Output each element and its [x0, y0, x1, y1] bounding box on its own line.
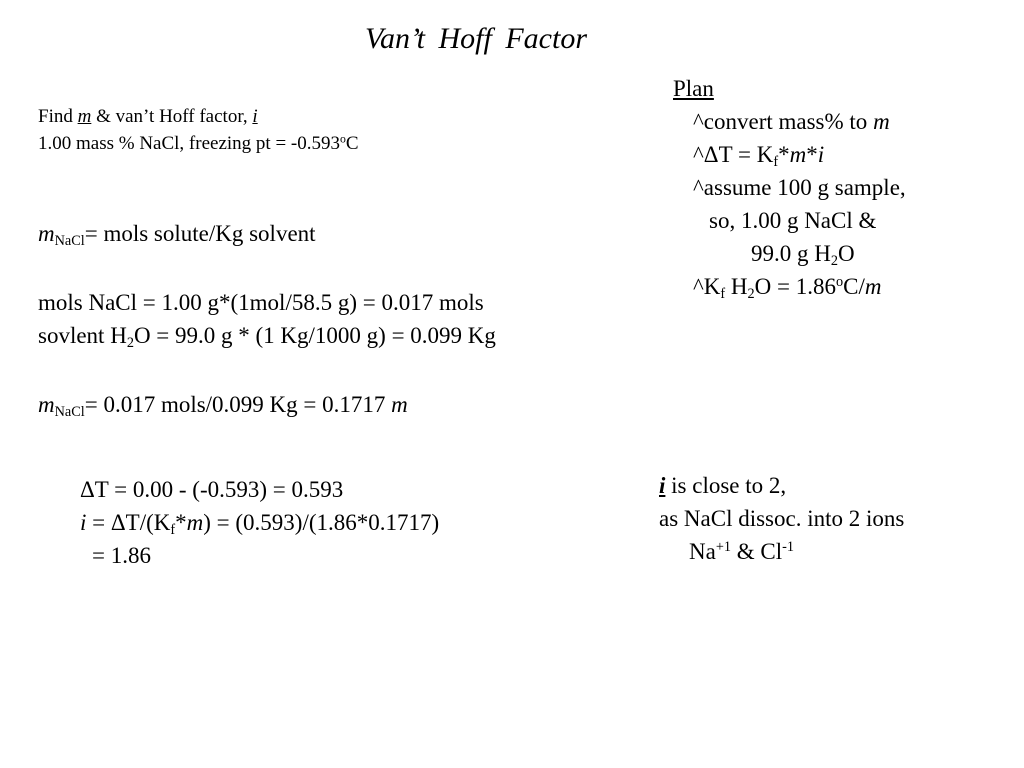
plan-step-1	[673, 105, 906, 138]
conclusion-line-2: as NaCl dissoc. into 2 ions	[659, 506, 905, 531]
plan-step-2-i: i	[817, 142, 825, 167]
conclusion-i: i	[659, 473, 666, 498]
solvent-line	[38, 319, 496, 352]
mols-line: mols NaCl = 1.00 g*(1mol/58.5 g) = 0.017 mols	[38, 290, 484, 315]
plan-step-4-h: H	[725, 274, 748, 299]
plan-step-4	[673, 270, 906, 303]
i-m-symbol: m	[186, 510, 204, 535]
plan-step-3-line-2: so, 1.00 g NaCl &	[709, 208, 877, 233]
i-symbol: i	[80, 510, 87, 535]
plan-step-4-m: m	[864, 274, 882, 299]
plan-step-4-degree: o	[836, 274, 844, 291]
i-rest: ) = (0.593)/(1.86*0.1717)	[203, 510, 440, 535]
i-line	[80, 506, 439, 539]
molality-definition	[38, 217, 316, 250]
i-kf-subscript: f	[170, 521, 176, 538]
plan-step-4-sub: f	[720, 285, 726, 302]
plan-step-3-sub: 2	[830, 252, 838, 269]
plan-step-4-unit: C/	[843, 274, 865, 299]
molality-definition-text: = mols solute/Kg solvent	[84, 221, 316, 246]
plan-block	[673, 72, 906, 303]
plan-step-2-star-2: *	[806, 142, 818, 167]
title-word-2: Hoff	[438, 22, 492, 55]
title-word-1: Van’t	[365, 22, 425, 55]
given-degree: o	[340, 132, 346, 146]
result-unit: m	[391, 392, 408, 417]
plan-step-4-sub-2: 2	[747, 285, 755, 302]
plan-step-2	[673, 138, 906, 171]
find-i: i	[252, 106, 258, 127]
conclusion-line-3	[659, 535, 904, 568]
given-unit: C	[345, 133, 359, 154]
vant-hoff-calculation	[80, 473, 439, 572]
conclusion-block	[659, 469, 904, 568]
na-charge: +1	[715, 539, 731, 556]
problem-statement	[38, 103, 359, 157]
result-m-symbol: m	[38, 392, 55, 417]
solvent-prefix: sovlent H	[38, 323, 127, 348]
conclusion-line-1	[659, 469, 904, 502]
conclusion-line-1-text: is close to 2,	[665, 473, 787, 498]
find-line	[38, 103, 359, 130]
given-line	[38, 130, 359, 157]
na-ion: Na	[689, 539, 716, 564]
plan-step-2-sub: f	[773, 153, 779, 170]
find-middle: & van’t Hoff factor,	[96, 106, 248, 127]
delta-t-line: ΔT = 0.00 - (-0.593) = 0.593	[80, 477, 344, 502]
title-word-3: Factor	[505, 22, 587, 55]
slide-title	[0, 22, 1024, 56]
result-text: = 0.017 mols/0.099 Kg = 0.1717	[84, 392, 392, 417]
find-m: m	[77, 106, 92, 127]
plan-step-3-line-3	[673, 237, 906, 270]
i-star: *	[175, 510, 187, 535]
plan-step-1-m: m	[873, 109, 890, 134]
plan-step-4-text: ^K	[693, 274, 721, 299]
find-prefix: Find	[38, 106, 73, 127]
molality-result	[38, 388, 408, 421]
plan-step-3-line-3-text: 99.0 g H	[751, 241, 831, 266]
cl-ion: & Cl	[731, 539, 783, 564]
plan-step-2-m: m	[789, 142, 807, 167]
molality-subscript: NaCl	[54, 232, 85, 249]
i-eq: = ΔT/(K	[86, 510, 171, 535]
plan-step-1-text: ^convert mass% to	[693, 109, 874, 134]
solvent-subscript: 2	[126, 334, 134, 351]
molality-symbol: m	[38, 221, 55, 246]
given-prefix: 1.00 mass % NaCl, freezing pt = -0.593	[38, 133, 340, 154]
calculation-block	[38, 286, 496, 352]
cl-charge: -1	[782, 539, 794, 556]
plan-step-3-line-1: ^assume 100 g sample,	[693, 175, 906, 200]
result-subscript: NaCl	[54, 403, 85, 420]
plan-step-2-star-1: *	[778, 142, 790, 167]
plan-step-4-mid: O = 1.86	[754, 274, 836, 299]
plan-heading: Plan	[673, 76, 714, 101]
i-result-line: = 1.86	[92, 543, 151, 568]
plan-step-2-text: ^ΔT = K	[693, 142, 774, 167]
solvent-suffix: O = 99.0 g * (1 Kg/1000 g) = 0.099 Kg	[133, 323, 496, 348]
plan-step-3-suffix: O	[838, 241, 855, 266]
